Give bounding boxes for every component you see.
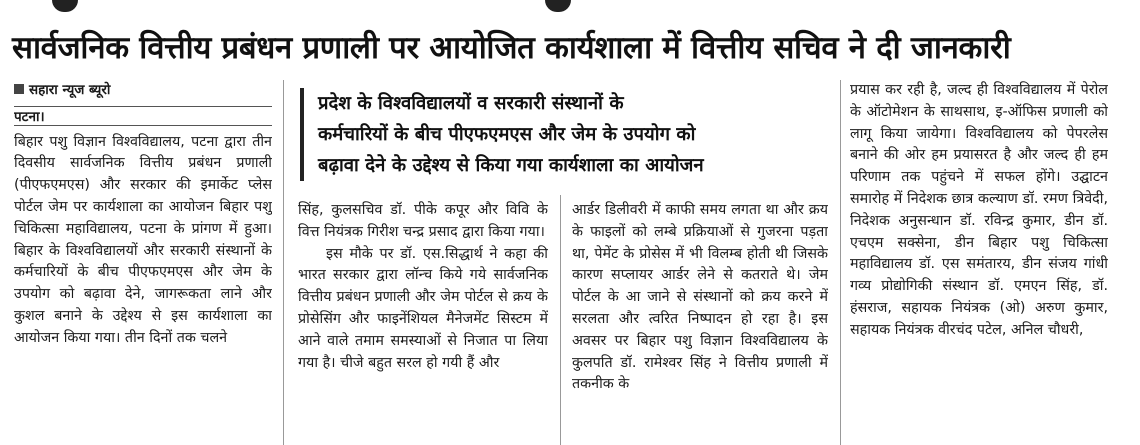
column-divider — [283, 80, 284, 445]
article-column-3 — [572, 200, 828, 445]
column-1-text: बिहार पशु विज्ञान विश्वविद्यालय, पटना द्वारा तीन दिवसीय सार्वजनिक वित्तीय प्रबंधन प्रणाली (पीएफएमएस) और सरकार की इमार्केट प्लेस पोर्टल जेम पर कार्यशाला का आयोजन बिहार पशु चिकित्सा महाविद्यालय, पटना के प्रांगण में हुआ। बिहार के विश्वविद्यालयों और सरकारी संस्थानों के कर्मचारियों के बीच पीएफएमएस और जेम के उपयोग को बढ़ावा देने, जागरूकता लाने और कुशल बनाने के उद्देश्य से इस कार्यशाला का आयोजन किया गया। तीन दिनों तक चलने — [14, 133, 272, 346]
column-2-text-b: इस मौके पर डॉ. एस.सिद्धार्थ ने कहा की भारत सरकार द्वारा लॉन्च किये गये सार्वजनिक वित्तीय प्रबंधन प्रणाली और जेम पोर्टल से क्रय के प्रोसेसिंग और फाइनेंशियल मैनेजमेंट सिस्टम में आने वाले तमाम समस्याओं से निजात पा लिया गया है। चीजे बहुत सरल हो गयी हैं और — [298, 245, 548, 371]
deck-line-2: कर्मचारियों के बीच पीएफएमएस और जेम के उपयोग को — [318, 124, 696, 145]
deck-line-1: प्रदेश के विश्वविद्यालयों व सरकारी संस्थानों के — [318, 93, 624, 114]
deck-subheadline — [300, 88, 858, 181]
column-divider — [560, 195, 561, 445]
article-column-2 — [298, 200, 548, 445]
article-column-1 — [14, 80, 272, 445]
dateline: पटना। — [14, 108, 45, 125]
dateline-divider — [14, 125, 272, 126]
headline: सार्वजनिक वित्तीय प्रबंधन प्रणाली पर आयोजित कार्यशाला में वित्तीय सचिव ने दी जानकारी — [12, 30, 1011, 66]
bullet-square-icon — [14, 84, 24, 94]
column-divider — [840, 80, 841, 445]
column-2-text-a: सिंह, कुलसचिव डॉ. पीके कपूर और विवि के वित्त नियंत्रक गिरीश चन्द्र प्रसाद द्वारा किया गया। — [298, 202, 548, 240]
byline: सहारा न्यूज ब्यूरो — [14, 80, 272, 102]
article-column-4 — [850, 80, 1108, 445]
previous-headline-fragment — [0, 0, 1140, 28]
column-3-text: आर्डर डिलीवरी में काफी समय लगता था और क्रय के फाइलों को लम्बे प्रक्रियाओं से गुजरना पड़ता था, पेमेंट के प्रोसेस में भी विलम्ब होती थी जिसके कारण सप्लायर आर्डर लेने से कतराते थे। जेम पोर्टल के आ जाने से संस्थानों को क्रय करने में सरलता और त्वरित निष्पादन हो रहा है। इस अवसर पर बिहार पशु विज्ञान विश्वविद्यालय के कुलपति डॉ. रामेश्वर सिंह ने वित्तीय प्रणाली में तकनीक के — [572, 202, 828, 393]
column-4-text: प्रयास कर रही है, जल्द ही विश्वविद्यालय में पेरोल के ऑटोमेशन के साथसाथ, इ-ऑफिस प्रणाली को लागू किया जायेगा। विश्वविद्यालय को पेपरलेस बनाने की ओर हम प्रयासरत है और जल्द ही हम परिणाम तक पहुंचने में सफल होंगे। उद्घाटन समारोह में निदेशक छात्र कल्याण डॉ. रमण त्रिवेदी, निदेशक अनुसन्धान डॉ. रविन्द्र कुमार, डीन डॉ. एचएम सक्सेना, डीन बिहार पशु चिकित्सा महाविद्यालय डॉ. एस समंतारय, डीन संजय गांधी गव्य प्रोद्योगिकी संस्थान डॉ. एमएन सिंह, डॉ. हंसराज, सहायक नियंत्रक (ओ) अरुण कुमार, सहायक नियंत्रक वीरचंद पटेल, अनिल चौधरी, — [850, 82, 1108, 338]
deck-line-3: बढ़ावा देने के उद्देश्य से किया गया कार्यशाला का आयोजन — [318, 155, 704, 176]
